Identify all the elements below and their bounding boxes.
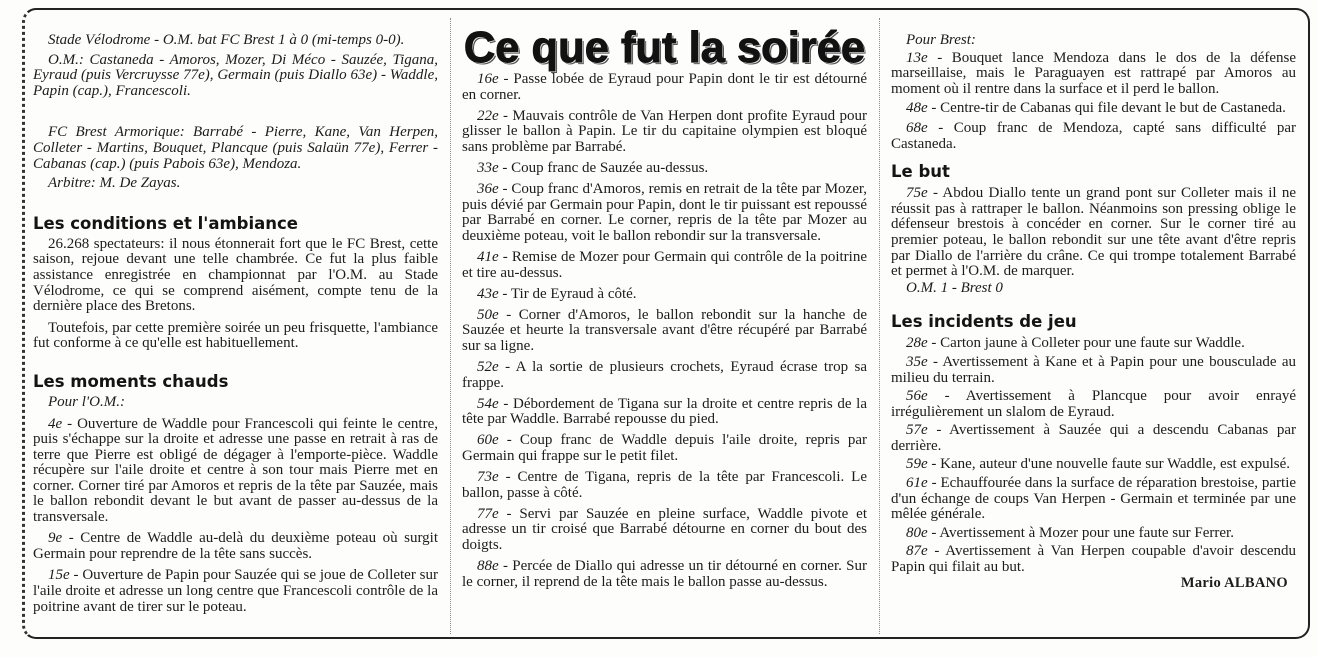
event-text: - Ouverture de Waddle pour Francescoli qui feinte le centre, puis s'échappe sur la droite et adresse une passe en retrait à ras de terre que Pierre est obligé de dégager à l'emporte-pièce. Waddle récupère sur l'aile droite et centre à son tour mais Pierre met en corner. Corner tiré par Amoros et repris de la tête par Sauzée, mais le ballon rebondit devant le but avant de passer au-dessus de la transversale.: [33, 415, 438, 526]
event-minute: 68e: [906, 119, 928, 136]
incidents-heading: Les incidents de jeu: [891, 312, 1077, 332]
goal-description: [891, 186, 1296, 280]
event-item: [462, 109, 867, 156]
event-text: - Centre de Waddle au-delà du deuxième poteau où surgit Germain pour reprendre de la tête sans succès.: [33, 530, 438, 562]
event-minute: 88e: [477, 558, 499, 575]
event-minute: 35e: [906, 353, 928, 370]
event-minute: 75e: [906, 185, 928, 202]
event-text: - Percée de Diallo qui adresse un tir détourné en corner. Sur le corner, il reprend de la tête mais le ballon passe au-dessus.: [462, 558, 867, 590]
event-text: - Carton jaune à Colleter pour une faute sur Waddle.: [931, 335, 1245, 352]
event-minute: 59e: [906, 456, 928, 473]
event-text: - Abdou Diallo tente un grand pont sur Colleter mais il ne réussit pas à rattraper le ballon. Néanmoins son pressing oblige le défenseur brestois à concéder en corner. Sur le corner tiré au premier poteau, le ballon rebondit sur une tête avant d'être repris par Diallo de l'arrière du crâne. Ce qui trompe totalement Barrabé et permet à l'O.M. de marquer.: [891, 185, 1297, 280]
event-text: - Centre de Tigana, repris de la tête par Francescoli. Le ballon, passe à côté.: [462, 469, 867, 501]
incident-item: [891, 389, 1296, 420]
event-minute: 80e: [906, 524, 928, 541]
event-text: - Avertissement à Mozer pour une faute sur Ferrer.: [931, 524, 1234, 541]
event-item: [462, 470, 867, 501]
conditions-paragraph: Toutefois, par cette première soirée un peu frisquette, l'ambiance fut conforme à ce qu'elle est habituellement.: [33, 319, 438, 352]
incident-item: [891, 526, 1296, 542]
event-minute: 43e: [477, 285, 499, 302]
event-text: - Centre-tir de Cabanas qui file devant le but de Castaneda.: [931, 100, 1286, 117]
event-text: - Echauffourée dans la surface de réparation brestoise, partie d'un échange de coups Van Herpen - Germain et terminée par une mêlée générale.: [891, 475, 1297, 523]
event-minute: 36e: [477, 181, 499, 198]
event-minute: 28e: [906, 335, 928, 352]
event-item: [462, 360, 867, 391]
event-item: [891, 51, 1296, 98]
event-minute: 56e: [906, 388, 928, 405]
event-text: - Mauvais contrôle de Van Herpen dont profite Eyraud pour glisser le ballon à Papin. Le tir du capitaine olympien est bloqué sans problème par Barrabé.: [462, 107, 867, 155]
incident-item: [891, 544, 1296, 575]
event-text: - Avertissement à Van Herpen coupable d'avoir descendu Papin qui filait au but.: [891, 543, 1297, 576]
brest-lineup: FC Brest Armorique: Barrabé - Pierre, Kane, Van Herpen, Colleter - Martins, Bouquet, Plancque (puis Salaün 77e), Ferrer - Cabanas (cap.) (puis Pabois 63e), Mendoza.: [33, 124, 438, 172]
goal-heading: Le but: [891, 162, 950, 182]
event-item: [891, 121, 1296, 152]
event-item: [462, 507, 867, 554]
event-text: - Avertissement à Kane et à Papin pour une bousculade au milieu du terrain.: [891, 353, 1296, 386]
event-minute: 61e: [906, 475, 928, 492]
om-lineup: O.M.: Castaneda - Amoros, Mozer, Di Méco - Sauzée, Tigana, Eyraud (puis Vercruysse 77e), Germain (puis Diallo 63e) - Waddle, Papin (cap.), Francescoli.: [33, 51, 438, 99]
incident-item: [891, 336, 1296, 352]
event-text: - Coup franc de Sauzée au-dessus.: [502, 159, 709, 176]
event-minute: 87e: [906, 543, 928, 560]
event-item: [891, 101, 1296, 117]
event-text: - Avertissement à Sauzée qui a descendu Cabanas par derrière.: [891, 422, 1296, 454]
event-item: [462, 308, 867, 355]
column-middle: [462, 26, 867, 590]
incident-item: [891, 355, 1296, 386]
event-text: - Coup franc d'Amoros, remis en retrait de la tête par Mozer, puis dévié par Germain pour Papin, dont le tir puissant est repoussé par Barrabé en corner. Le corner, repris de la tête par Mozer au deuxième poteau, voit le ballon rebondir sur la transversale.: [462, 181, 868, 244]
event-text: - Ouverture de Papin pour Sauzée qui se joue de Colleter sur l'aile droite et adresse un long centre que Francescoli contrôle de la poitrine avant de tirer sur le poteau.: [33, 567, 438, 615]
event-text: - Corner d'Amoros, le ballon rebondit sur la hanche de Sauzée et heurte la transversale avant d'être récupéré par Barrabé sur sa ligne.: [462, 306, 867, 354]
event-item: [462, 161, 867, 177]
event-text: - Servi par Sauzée en pleine surface, Waddle pivote et adresse un tir croisé que Barrabé détourne en corner du bout des doigts.: [462, 505, 867, 553]
event-text: - Débordement de Tigana sur la droite et centre repris de la tête par Waddle. Barrabé repousse du pied.: [462, 395, 867, 428]
event-minute: 9e: [48, 530, 63, 547]
event-minute: 48e: [906, 100, 928, 117]
event-item: [462, 559, 867, 590]
event-item: [462, 182, 867, 244]
event-item: [462, 72, 867, 103]
event-item: [33, 531, 438, 562]
column-right: [891, 33, 1296, 591]
event-minute: 22e: [477, 107, 499, 124]
event-text: - A la sortie de plusieurs crochets, Eyraud écrase trop sa frappe.: [462, 359, 868, 391]
event-minute: 33e: [477, 159, 499, 176]
event-text: - Tir de Eyraud à côté.: [502, 285, 637, 302]
event-text: - Avertissement à Plancque pour avoir enrayé irrégulièrement un slalom de Eyraud.: [891, 388, 1297, 420]
event-minute: 16e: [477, 71, 499, 87]
column-divider-right: [879, 18, 880, 634]
column-divider-left: [450, 18, 451, 634]
event-minute: 52e: [477, 359, 499, 375]
moments-heading: Les moments chauds: [33, 371, 229, 391]
event-item: [462, 250, 867, 281]
event-item: [33, 568, 438, 615]
om-label: Pour l'O.M.:: [48, 393, 125, 410]
column-left: [33, 33, 438, 615]
event-minute: 60e: [477, 432, 499, 449]
event-minute: 41e: [477, 248, 499, 265]
event-minute: 73e: [477, 469, 499, 486]
event-item: [462, 287, 867, 303]
event-minute: 4e: [48, 415, 63, 432]
event-text: - Bouquet lance Mendoza dans le dos de la défense marseillaise, mais le Paraguayen est rattrapé par Amoros au moment où il rentre dans la surface et il perd le ballon.: [891, 49, 1296, 97]
event-text: - Remise de Mozer pour Germain qui contrôle de la poitrine et tire au-dessus.: [462, 248, 868, 281]
event-item: [462, 433, 867, 464]
event-text: - Passe lobée de Eyraud pour Papin dont le tir est détourné en corner.: [462, 71, 867, 103]
event-minute: 50e: [477, 306, 499, 323]
incident-item: [891, 423, 1296, 454]
event-text: - Kane, auteur d'une nouvelle faute sur Waddle, est expulsé.: [931, 456, 1291, 473]
brest-label: Pour Brest:: [906, 32, 976, 48]
author-signature: Mario ALBANO: [1180, 574, 1288, 591]
event-minute: 57e: [906, 422, 928, 439]
article-title: Ce que fut la soirée: [463, 24, 866, 72]
event-minute: 77e: [477, 505, 499, 522]
incident-item: [891, 476, 1296, 523]
event-item: [33, 417, 438, 526]
event-item: [462, 397, 867, 428]
event-text: - Coup franc de Mendoza, capté sans difficulté par Castaneda.: [891, 119, 1297, 152]
event-minute: 54e: [477, 395, 499, 412]
event-text: - Coup franc de Waddle depuis l'aile droite, repris par Germain qui frappe sur le petit filet.: [462, 432, 868, 464]
referee: Arbitre: M. De Zayas.: [48, 175, 181, 192]
event-minute: 15e: [48, 567, 70, 584]
final-score: O.M. 1 - Brest 0: [906, 279, 1003, 296]
event-minute: 13e: [906, 49, 928, 66]
conditions-paragraph: 26.268 spectateurs: il nous étonnerait fort que le FC Brest, cette saison, rejoue devant une telle chambrée. Ce fut la plus faible assistance enregistrée en championnat par l'O.M. au Stade Vélodrome, ce qui se comprend aisément, compte tenu de la dernière place des Bretons.: [33, 235, 438, 315]
match-venue-result: Stade Vélodrome - O.M. bat FC Brest 1 à 0 (mi-temps 0-0).: [48, 32, 405, 48]
incident-item: [891, 457, 1296, 473]
conditions-heading: Les conditions et l'ambiance: [33, 213, 298, 233]
